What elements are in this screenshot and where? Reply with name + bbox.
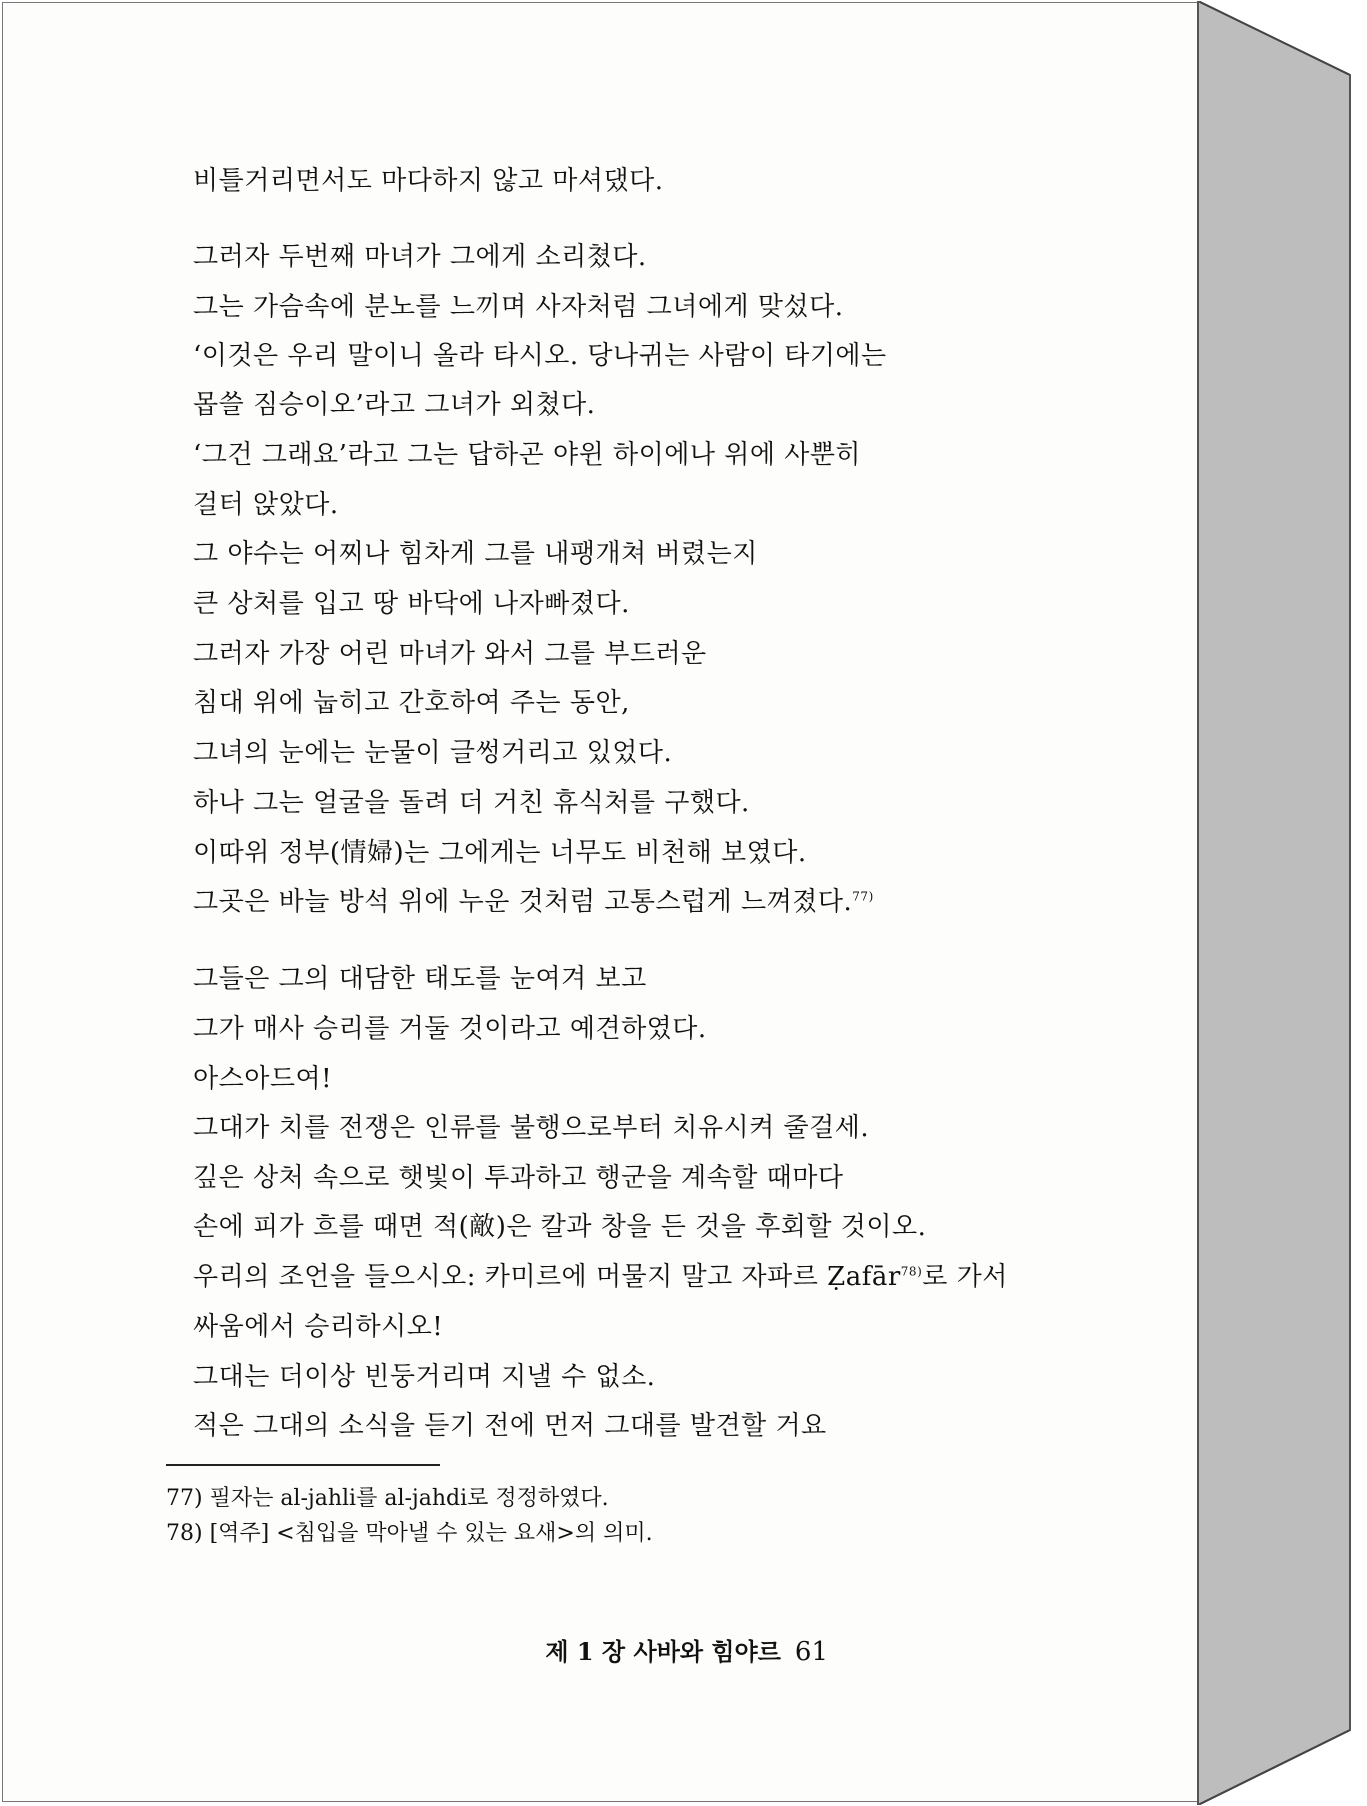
poem-line: 그가 매사 승리를 거둘 것이라고 예견하였다. (193, 1014, 707, 1044)
footnote-divider (166, 1464, 440, 1466)
poem-line: 그대가 치를 전쟁은 인류를 불행으로부터 치유시켜 줄걸세. (193, 1113, 870, 1143)
chapter-title: 제 1 장 사바와 힘야르 (545, 1637, 781, 1666)
running-footer (545, 1632, 828, 1667)
footnote-77: 77) 필자는 al-jahli를 al-jahdi로 정정하였다. (166, 1486, 609, 1511)
page-number: 61 (794, 1637, 828, 1667)
poem-line-text: 우리의 조언을 들으시오: 카미르에 머물지 말고 자파르 Ẓafār (193, 1262, 901, 1292)
poem-line: 침대 위에 눕히고 간호하여 주는 동안, (193, 688, 630, 718)
poem-line: 큰 상처를 입고 땅 바닥에 나자빠졌다. (193, 589, 630, 619)
footnote-mark-78: 78) (900, 1264, 923, 1279)
poem-line: 몹쓸 짐승이오’라고 그녀가 외쳤다. (193, 390, 596, 420)
poem-line: 적은 그대의 소식을 듣기 전에 먼저 그대를 발견할 거요 (193, 1411, 827, 1441)
poem-line: 그 야수는 어찌나 힘차게 그를 내팽개쳐 버렸는지 (193, 539, 758, 569)
footnote-mark-77: 77) (852, 889, 874, 904)
poem-line: 그러자 두번째 마녀가 그에게 소리쳤다. (193, 242, 647, 272)
poem-line: 손에 피가 흐를 때면 적(敵)은 칼과 창을 든 것을 후회할 것이오. (193, 1212, 927, 1242)
poem-line-suffix: 로 가서 (922, 1262, 1008, 1292)
poem-line: ‘이것은 우리 말이니 올라 타시오. 당나귀는 사람이 타기에는 (193, 341, 887, 371)
poem-line: 깊은 상처 속으로 햇빛이 투과하고 행군을 계속할 때마다 (193, 1163, 844, 1193)
poem-line: 그러자 가장 어린 마녀가 와서 그를 부드러운 (193, 639, 707, 669)
poem-line: 이따위 정부(情婦)는 그에게는 너무도 비천해 보였다. (193, 838, 807, 868)
poem-line: 그대는 더이상 빈둥거리며 지낼 수 없소. (193, 1362, 656, 1392)
poem-line: 아스아드여! (193, 1064, 333, 1094)
poem-line: 비틀거리면서도 마다하지 않고 마셔댔다. (193, 166, 664, 196)
poem-line: 걸터 앉았다. (193, 490, 339, 520)
poem-line: 하나 그는 얼굴을 돌려 더 거친 휴식처를 구했다. (193, 788, 750, 818)
poem-line: 싸움에서 승리하시오! (193, 1312, 444, 1342)
poem-line: 그들은 그의 대담한 태도를 눈여겨 보고 (193, 964, 647, 994)
poem-line-with-footnote (193, 1260, 1008, 1294)
poem-line: ‘그건 그래요’라고 그는 답하곤 야윈 하이에나 위에 사뿐히 (193, 440, 862, 470)
poem-line: 그는 가슴속에 분노를 느끼며 사자처럼 그녀에게 맞섰다. (193, 292, 844, 322)
footnote-78: 78) [역주] <침입을 막아낼 수 있는 요새>의 의미. (166, 1521, 653, 1546)
poem-line-with-footnote (193, 885, 874, 919)
poem-line: 그녀의 눈에는 눈물이 글썽거리고 있었다. (193, 738, 673, 768)
poem-line-text: 그곳은 바늘 방석 위에 누운 것처럼 고통스럽게 느껴졌다. (193, 887, 853, 917)
